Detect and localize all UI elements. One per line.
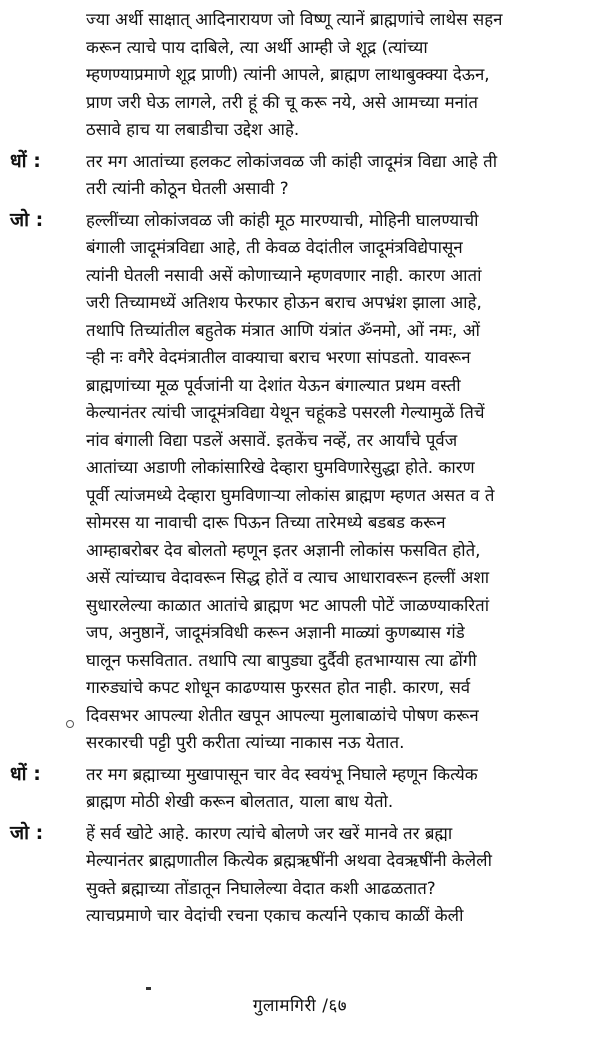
dialogue-block (0, 207, 600, 757)
text-line: त्यांनी घेतली नसावी असें कोणाच्याने म्हणवणार नाही. कारण आतां (86, 264, 482, 285)
dialogue-block (0, 148, 600, 203)
text-line: दिवसभर आपल्या शेतीत खपून आपल्या मुलाबाळांचे पोषण करून (86, 704, 479, 725)
text-line: ऱ्ही नः वगैरे वेदमंत्रातील वाक्याचा बराच भरणा सांपडतो. यावरून (86, 347, 471, 367)
text-line: प्राण जरी घेऊ लागले, तरी हूं की चू करू नये, असे आमच्या मनांत (86, 91, 478, 112)
text-line: ठसावे हाच या लबाडीचा उद्देश आहे. (86, 119, 300, 139)
text-line: तथापि तिच्यांतील बहुतेक मंत्रात आणि यंत्रांत ॐनमो, ओं नमः, ओं (86, 319, 480, 340)
text-line: म्हणण्याप्रमाणे शूद्र प्राणी) त्यांनी आपले, ब्राह्मण लाथाबुक्क्या देऊन, (86, 64, 490, 84)
speaker-label: जो : (10, 208, 44, 231)
text-line: पूर्वी त्यांजमध्ये देव्हारा घुमविणाऱ्या लोकांस ब्राह्मण म्हणत असत व ते (86, 484, 495, 505)
text-line: असें त्यांच्याच वेदावरून सिद्ध होतें व त्याच आधारावरून हल्लीं अशा (86, 567, 490, 587)
text-line: त्याचप्रमाणे चार वेदांची रचना एकाच कर्त्याने एकाच काळीं केली (86, 905, 464, 925)
text-line: आम्हाबरोबर देव बोलतो म्हणून इतर अज्ञानी लोकांस फसवित होते, (86, 539, 481, 560)
speaker-label: धों : (10, 762, 41, 785)
margin-ink-mark (146, 987, 151, 990)
page-footer: गुलामगिरी /६७ (252, 996, 348, 1016)
text-line: सरकारची पट्टी पुरी करीता त्यांच्या नाकास नऊ येतात. (86, 732, 405, 752)
text-line: जप, अनुष्ठानें, जादूमंत्रविधी करून अज्ञानी माळ्यां कुणब्यास गंडे (86, 622, 465, 642)
page-body (0, 6, 600, 930)
text-line: ब्राह्मणांच्या मूळ पूर्वजांनी या देशांत येऊन बंगाल्यात प्रथम वस्ती (86, 374, 461, 395)
text-line: जरी तिच्यामध्यें अतिशय फेरफार होऊन बराच अपभ्रंश झाला आहे, (86, 292, 482, 312)
text-line: तरी त्यांनी कोठून घेतली असावी ? (86, 178, 289, 198)
dialogue-block (0, 761, 600, 816)
text-line: ज्या अर्थी साक्षात् आदिनारायण जो विष्णू त्यानें ब्राह्मणांचे लाथेस सहन (86, 9, 503, 29)
text-line: तर मग ब्रह्माच्या मुखापासून चार वेद स्वयंभू निघाले म्हणून कित्येक (86, 763, 478, 784)
text-line: ब्राह्मण मोठी शेखी करून बोलतात, याला बाध येतो. (86, 791, 394, 811)
text-line: सोमरस या नावाची दारू पिऊन तिच्या तारेमध्ये बडबड करून (86, 512, 446, 532)
text-line: हें सर्व खोटे आहे. कारण त्यांचे बोलणे जर खरें मानवे तर ब्रह्मा (86, 822, 453, 843)
text-line: तर मग आतांच्या हलकट लोकांजवळ जी कांही जादूमंत्र विद्या आहे ती (86, 150, 498, 171)
speaker-label: धों : (10, 149, 41, 172)
intro-paragraph (0, 6, 600, 144)
text-line: गारुड्यांचे कपट शोधून काढण्यास फुरसत होत नाही. कारण, सर्व (86, 677, 471, 697)
text-line: हल्लींच्या लोकांजवळ जी कांही मूठ मारण्याची, मोहिनी घालण्याची (86, 209, 479, 230)
text-line: बंगाली जादूमंत्रविद्या आहे, ती केवळ वेदांतील जादूमंत्रविद्येपासून (86, 237, 463, 257)
text-line: सुक्ते ब्रह्माच्या तोंडातून निघालेल्या वेदात कशी आढळतात? (86, 877, 436, 898)
text-line: केल्यानंतर त्यांची जादूमंत्रविद्या येथून चहूंकडे पसरली गेल्यामुळें तिचें (86, 402, 485, 422)
dialogue-block (0, 820, 600, 930)
text-line: करून त्याचे पाय दाबिले, त्या अर्थी आम्ही जे शूद्र (त्यांच्या (86, 36, 428, 57)
speaker-label: जो : (10, 821, 44, 844)
margin-ink-dot (66, 720, 74, 728)
text-line: मेल्यानंतर ब्राह्मणातील कित्येक ब्रह्मऋषींनी अथवा देवऋषींनी केलेली (86, 850, 492, 870)
text-line: नांव बंगाली विद्या पडलें असावें. इतकेंच नव्हें, तर आर्यांचे पूर्वज (86, 429, 458, 450)
text-line: घालून फसवितात. तथापि त्या बापुड्या दुर्दैवी हतभाग्यास त्या ढोंगी (86, 649, 477, 670)
text-line: आतांच्या अडाणी लोकांसारिखे देव्हारा घुमविणारेसुद्धा होते. कारण (86, 457, 475, 477)
text-line: सुधारलेल्या काळात आतांचे ब्राह्मण भट आपली पोटें जाळण्याकरितां (86, 594, 490, 615)
